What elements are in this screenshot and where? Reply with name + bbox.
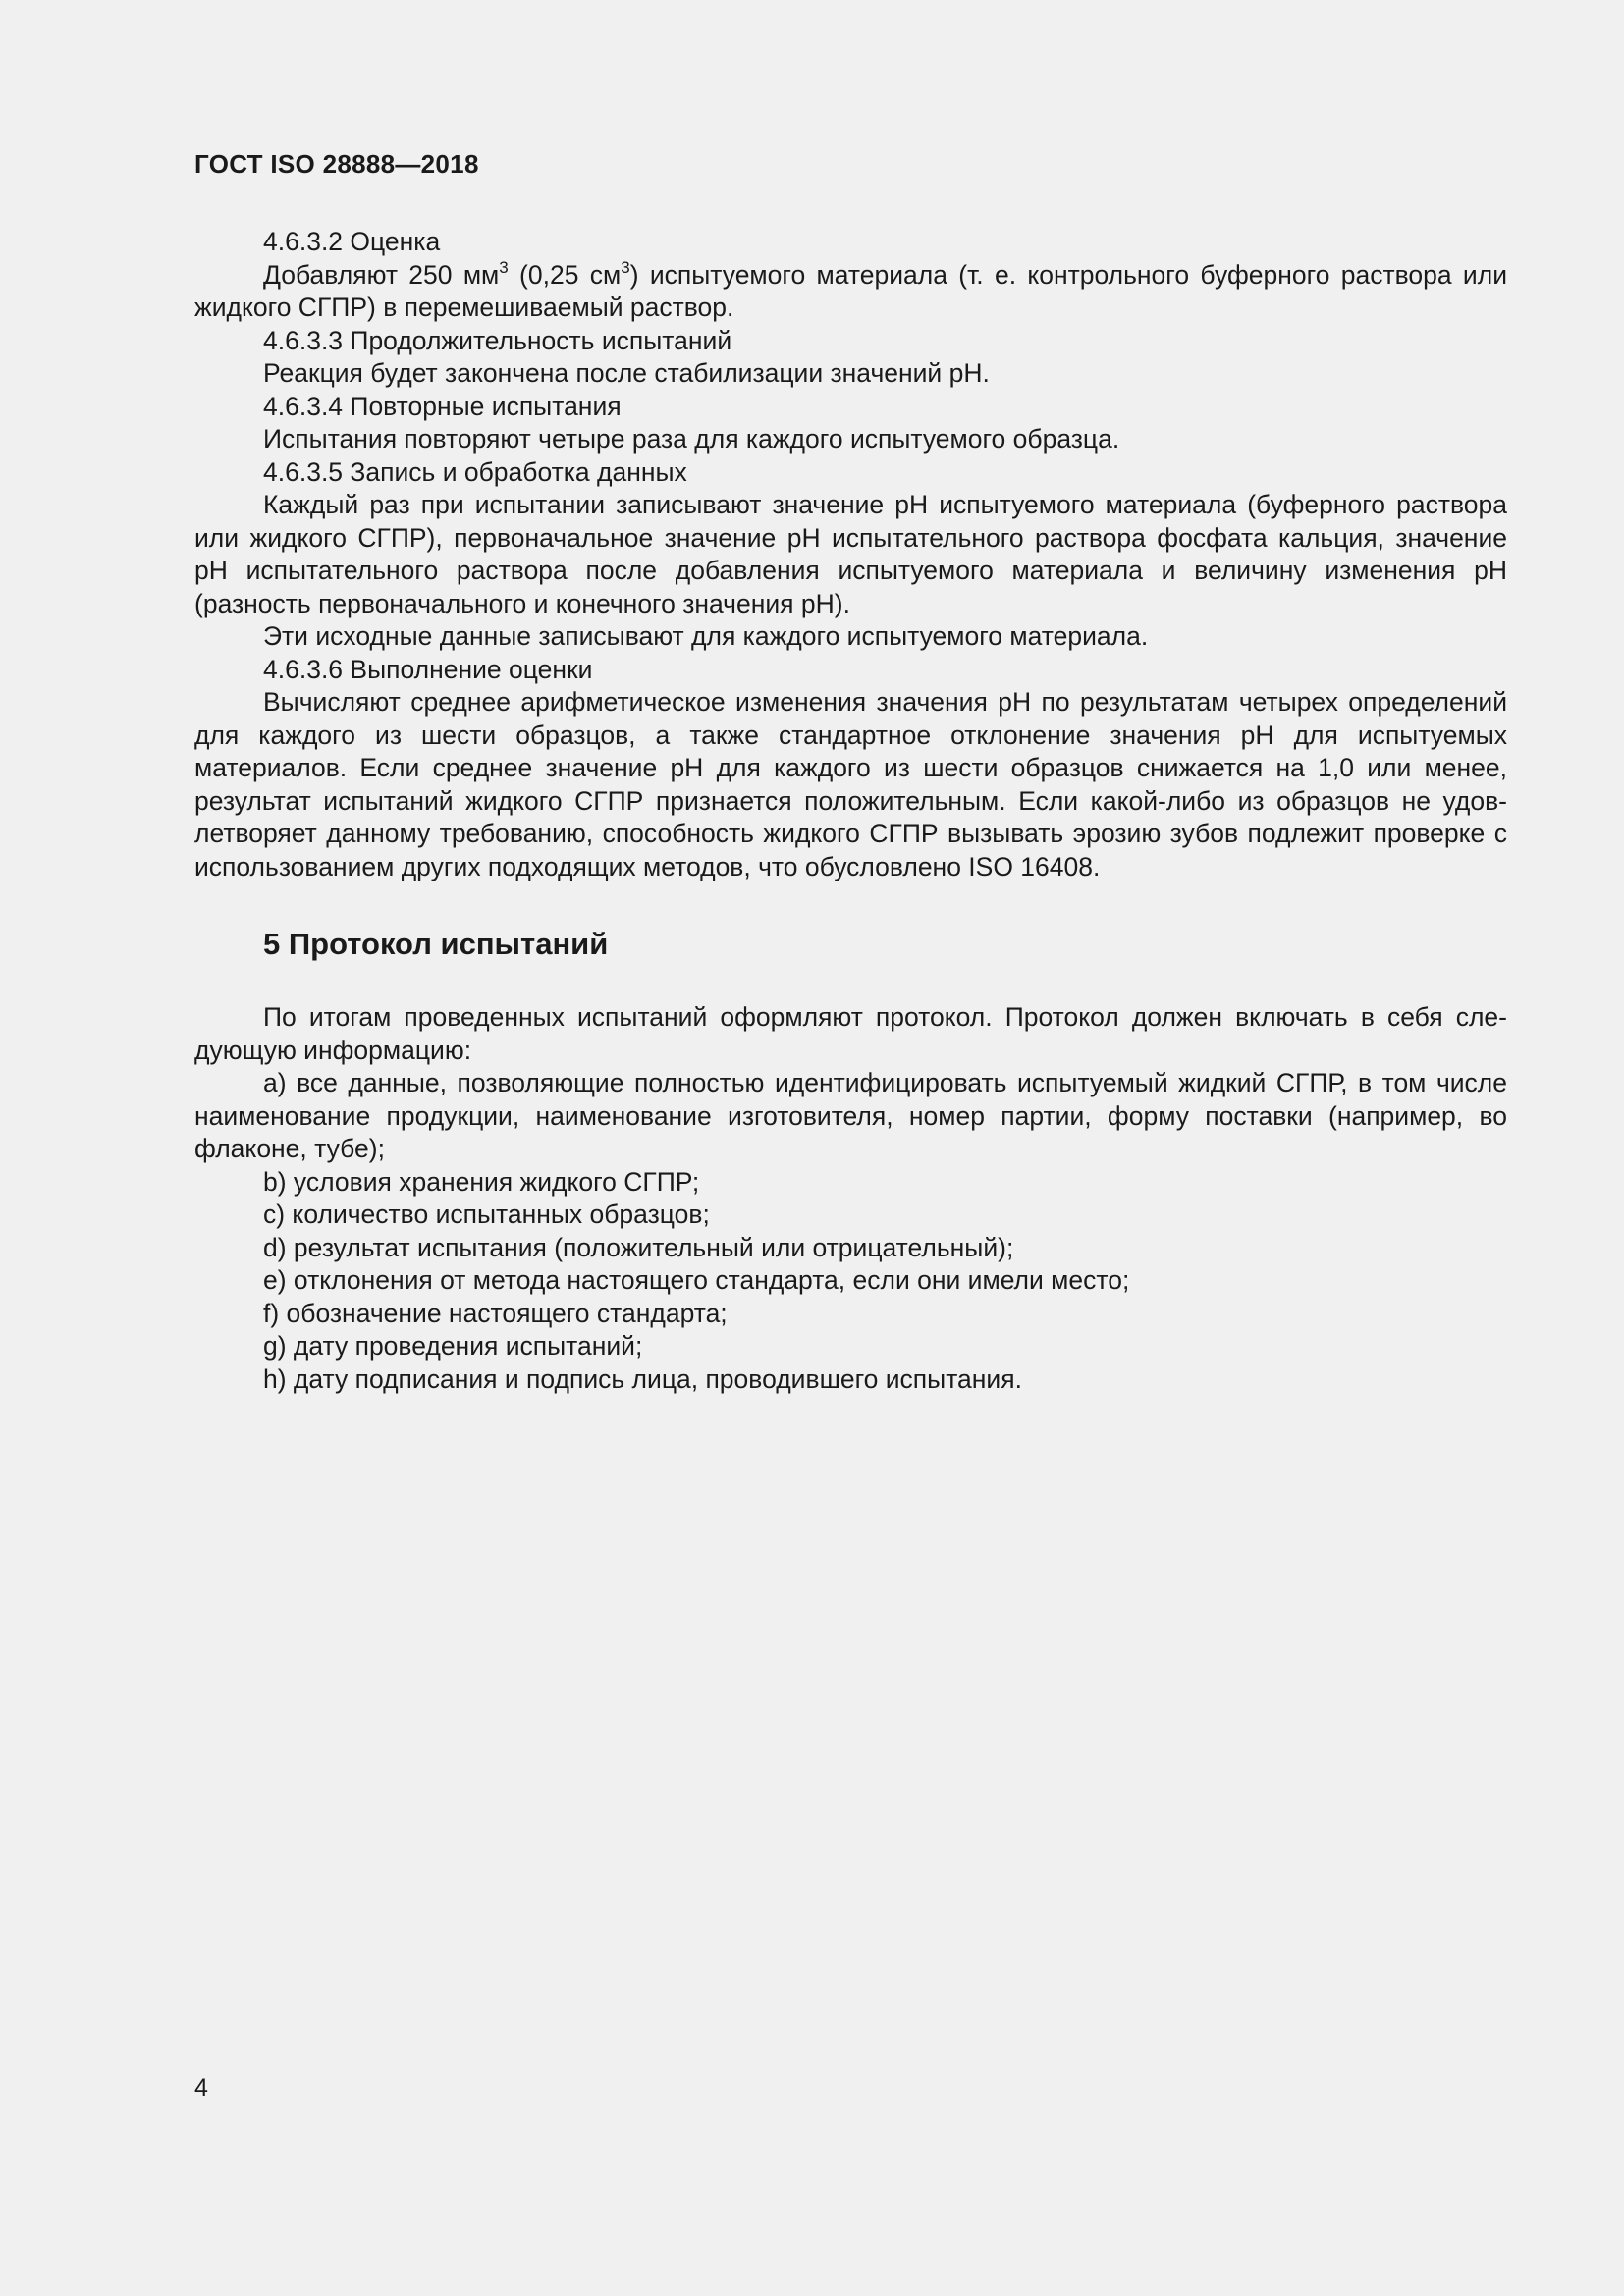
paragraph-4635-1: Каждый раз при испытании записывают значение pH испытуемого материала (буферного раствора или жидкого СГПР), первоначальное значение pH испытательного раствора фосфата кальция, значение pH испытательного раствора после добавления испытуемого материала и величину изменения pH (разность первоначального и конечного значения pH). — [194, 490, 1507, 618]
paragraph-4632-text-a: Добавляют 250 мм — [263, 259, 500, 290]
subsection-heading-4633: 4.6.3.3 Продолжительность испытаний — [263, 325, 732, 355]
paragraph-4632-text-b: (0,25 см — [508, 259, 622, 290]
list-item: e) отклонения от метода настоящего стандарта, если они имели место; — [263, 1265, 1130, 1295]
document-header: ГОСТ ISO 28888—2018 — [194, 149, 479, 179]
paragraph-4635-2: Эти исходные данные записывают для каждого испытуемого материала. — [263, 621, 1149, 651]
list-item: h) дату подписания и подпись лица, проводившего испытания. — [263, 1363, 1022, 1394]
paragraph-4632 — [194, 259, 1507, 325]
section-title-5: 5 Протокол испытаний — [263, 927, 609, 961]
document-body — [194, 226, 1507, 1396]
list-item: f) обозначение настоящего стандарта; — [263, 1298, 728, 1328]
paragraph-4636: Вычисляют среднее арифметическое изменения значения pH по результатам четырех определений для каждого из шести образцов, а также стандартное отклонение значения pH для испытуемых материалов. Если среднее значение pH для каждого из шести образцов снижается на 1,0 или менее, результат испытаний жидкого СГПР признается положительным. Если какой-либо из образцов не удовлетворяет данному требованию, способность жидкого СГПР вызывать эрозию зубов подлежит проверке с использованием других подходящих методов, что обусловлено ISO 16408. — [194, 687, 1507, 881]
paragraph-4634: Испытания повторяют четыре раза для каждого испытуемого образца. — [263, 424, 1120, 454]
subsection-heading-4635: 4.6.3.5 Запись и обработка данных — [263, 456, 687, 487]
page-number: 4 — [194, 2074, 208, 2102]
list-item: g) дату проведения испытаний; — [263, 1331, 643, 1361]
subsection-heading-4632: 4.6.3.2 Оценка — [263, 227, 441, 256]
paragraph-4633: Реакция будет закончена после стабилизации значений pH. — [263, 358, 990, 388]
list-item: a) все данные, позволяющие полностью идентифицировать испытуемый жидкий СГПР, в том числе наименование продукции, наименование изготовителя, номер партии, форму поставки (например, во флаконе, тубе); — [194, 1068, 1507, 1163]
paragraph-4632-text-c: ) испытуемого материала (т. е. контрольного буферного раствора или жидкого СГПР) в перемешиваемый раствор. — [194, 259, 1507, 322]
subsection-heading-4634: 4.6.3.4 Повторные испытания — [263, 391, 622, 421]
list-item: d) результат испытания (положительный или отрицательный); — [263, 1232, 1014, 1262]
list-item: b) условия хранения жидкого СГПР; — [263, 1166, 700, 1197]
superscript-cubic: 3 — [621, 257, 630, 277]
paragraph-section5-intro: По итогам проведенных испытаний оформляют протокол. Протокол должен включать в себя следующую информацию: — [194, 1002, 1507, 1065]
superscript-cubic: 3 — [499, 257, 509, 277]
subsection-heading-4636: 4.6.3.6 Выполнение оценки — [263, 654, 593, 684]
list-item: c) количество испытанных образцов; — [263, 1200, 710, 1229]
